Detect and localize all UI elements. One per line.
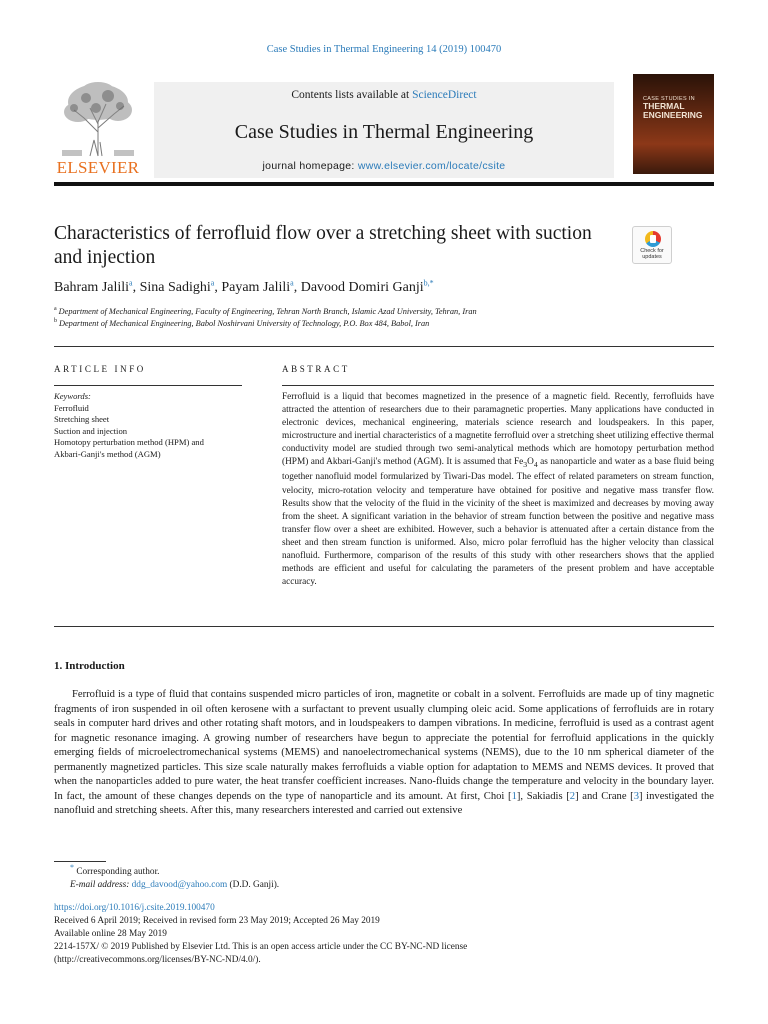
masthead-divider	[54, 182, 714, 186]
cover-small-text: CASE STUDIES IN	[643, 96, 695, 102]
paper-title: Characteristics of ferrofluid flow over a stretching sheet with suction and injection	[54, 223, 592, 268]
header-divider	[54, 346, 714, 347]
keyword-item: Homotopy perturbation method (HPM) and	[54, 437, 204, 447]
contents-prefix: Contents lists available at	[291, 89, 413, 101]
affiliation-key: b	[54, 318, 57, 325]
abstract-bottom-divider	[54, 626, 714, 627]
corresponding-author-text: Corresponding author.	[76, 867, 160, 877]
email-suffix: (D.D. Ganji).	[227, 880, 280, 890]
keywords-block	[54, 391, 254, 460]
affiliation-text: Department of Mechanical Engineering, Babol Noshirvani University of Technology, P.O. Box 484, Babol, Iran	[59, 319, 430, 328]
running-head-citation[interactable]: Case Studies in Thermal Engineering 14 (2019) 100470	[266, 44, 502, 55]
author-affiliation-link[interactable]: a	[129, 278, 133, 288]
author-name: Davood Domiri Ganji	[300, 280, 424, 295]
affiliation-key: a	[54, 306, 57, 313]
keywords-heading: Keywords:	[54, 391, 91, 401]
citation-link[interactable]: 3	[633, 790, 639, 802]
crossmark-label-2: updates	[642, 254, 662, 260]
online-date: Available online 28 May 2019	[54, 929, 167, 939]
affiliation-text: Department of Mechanical Engineering, Faculty of Engineering, Tehran North Branch, Islamic Azad University, Tehran, Iran	[58, 307, 477, 316]
affiliation-a	[54, 307, 694, 316]
author-name: Payam Jalili	[221, 280, 291, 295]
doi-link[interactable]: https://doi.org/10.1016/j.csite.2019.100470	[54, 903, 215, 913]
keyword-item: Ferrofluid	[54, 402, 89, 413]
crossmark-label-1: Check for	[640, 248, 664, 254]
author-affiliation-link[interactable]: a	[290, 278, 294, 288]
abstract-part-2: as nanoparticle and water as a base fluid being together nanofluid model formularized by Tiwari-Das model. The effect of related parameters on stream function, velocity, micro-rotation velocity and temperature have obtained for positive and negative mass transfer flow. Results show that the velocity of the fluid in the vicinity of the sheet is maximized and decreases by moving away from the sheet. A significant variation in the behavior of stream function between the positive and negative mass transfer flow over a sheet are exhibited. However, such a behavior is attenuated after a certain distance from the sheet and then stream function is uniformed. Also, micro polar ferrofluid has the higher velocity than classical nanofluid. Furthermore, comparison of the results of this study with other researchers shows that the applied methods are efficient and useful for calculating the parameters of the present problem and have acceptable accuracy.	[282, 457, 715, 588]
author-affiliation-link[interactable]: a	[210, 278, 215, 288]
abstract-divider	[282, 385, 714, 386]
license-line: 2214-157X/ © 2019 Published by Elsevier Ltd. This is an open access article under the CC BY-NC-ND license	[54, 942, 468, 952]
abstract-body	[282, 391, 714, 589]
article-info-divider	[54, 385, 242, 386]
elsevier-tree-icon	[60, 80, 136, 158]
author-list: Bahram Jalili$^a$, Sina Sadighi$^a$, Payam Jalili$^a$, Davood Domiri Ganji$^{b,*}$	[54, 278, 434, 295]
intro-text: ] investigated the nanofluid and stretching sheets. After this, many researchers interested and carried out extensive	[54, 790, 714, 816]
intro-text: Ferrofluid is a type of fluid that contains suspended micro particles of iron, magnetite or cobalt in a solvent. Ferrofluids are made up of tiny magnetic fragments of iron suspended in oil often kerosene with a surfactant to prevent usually clumping oleic acid. Some applications of ferrofluids are in rotary seals in computer hard drives and other rotating shaft motors, and in loudspeakers to dampen vibrations. In medicine, ferrofluid is used as a contrast agent for magnetic resonance imaging. A growing number of researchers have begun to appreciate the potential for ferrofluid applications in the quickly emerging fields of microelectromechanical systems (MEMS) and nanoelectromechanical systems (NEMS), due to the 10 nm spherical diameter of the permanently magnetized particles. This size scale naturally makes ferrofluids a viable option for adaptation to MEMS and NEMS devices. It proved that when the nanoparticles added to pure water, the heat transfer coefficient increases. Nano-fluids change the temperature and velocity in the boundary layer. In fact, the amount of these changes depends on the type of nanoparticle and its amount. At first, Choi [	[54, 689, 714, 802]
abstract-formula-o: O	[527, 457, 534, 468]
abstract-heading: ABSTRACT	[282, 364, 350, 374]
citation-link[interactable]: 1	[511, 790, 517, 802]
contents-availability	[154, 89, 614, 101]
author-name: Bahram Jalili	[54, 280, 130, 295]
email-link[interactable]: ddg_davood@yahoo.com	[131, 880, 228, 890]
journal-homepage	[154, 160, 614, 172]
cover-big-text-2: ENGINEERING	[643, 110, 703, 121]
homepage-prefix: journal homepage:	[262, 160, 358, 172]
footnote-divider	[54, 861, 106, 862]
citation-link[interactable]: 2	[569, 790, 576, 802]
keyword-item: Stretching sheet	[54, 414, 110, 424]
journal-title: Case Studies in Thermal Engineering	[234, 121, 534, 143]
journal-masthead	[54, 74, 714, 186]
cover-title	[643, 96, 709, 121]
article-info-heading: ARTICLE INFO	[54, 364, 146, 374]
author-affiliation-link[interactable]: b,*	[423, 278, 434, 288]
journal-cover-thumbnail[interactable]	[633, 74, 714, 174]
email-label: E-mail address:	[70, 880, 130, 890]
email-note	[70, 880, 670, 890]
introduction-heading: 1. Introduction	[54, 660, 125, 672]
journal-info-box	[154, 82, 614, 178]
cover-big-text-1: THERMAL	[643, 101, 685, 112]
footnote-mark: *	[70, 862, 74, 872]
sciencedirect-link[interactable]: ScienceDirect	[412, 89, 477, 101]
subscript: 4	[533, 460, 538, 470]
abstract-part-1: Ferrofluid is a liquid that becomes magnetized in the presence of a magnetic field. Recently, ferrofluids have attracted the attention of researchers due to their paramagnetic properties. Many applications have conducted in electronic devices, mechanical engineering, materials science research and loudspeakers. In this paper, microstructure and inertial characteristics of a magnetite ferrofluid over a stretching sheet utilizing effective thermal conductivity model are studied through two semi-analytical methods which are homotopy perturbation method (HPM) and Akbari-Ganji's method (AGM). It is assumed that Fe	[282, 392, 714, 468]
keyword-item: Akbari-Ganji's method (AGM)	[54, 448, 161, 459]
subscript: 3	[523, 460, 528, 470]
elsevier-wordmark: ELSEVIER	[56, 158, 140, 177]
introduction-paragraph	[54, 688, 714, 819]
check-for-updates-button[interactable]	[632, 226, 672, 264]
affiliation-b	[54, 319, 694, 328]
intro-text: ] and Crane [	[575, 790, 634, 802]
license-url[interactable]: (http://creativecommons.org/licenses/BY-NC-ND/4.0/).	[54, 955, 261, 965]
intro-text: ], Sakiadis [	[516, 790, 570, 802]
crossmark-label	[633, 248, 671, 260]
keyword-item: Suction and injection	[54, 425, 128, 436]
publication-info	[54, 902, 714, 967]
corresponding-author-note	[70, 862, 670, 877]
elsevier-logo[interactable]	[54, 80, 142, 177]
received-dates: Received 6 April 2019; Received in revised form 23 May 2019; Accepted 26 May 2019	[54, 916, 380, 926]
homepage-link[interactable]: www.elsevier.com/locate/csite	[357, 160, 506, 172]
author-name: Sina Sadighi	[139, 280, 211, 295]
crossmark-icon	[645, 231, 661, 247]
